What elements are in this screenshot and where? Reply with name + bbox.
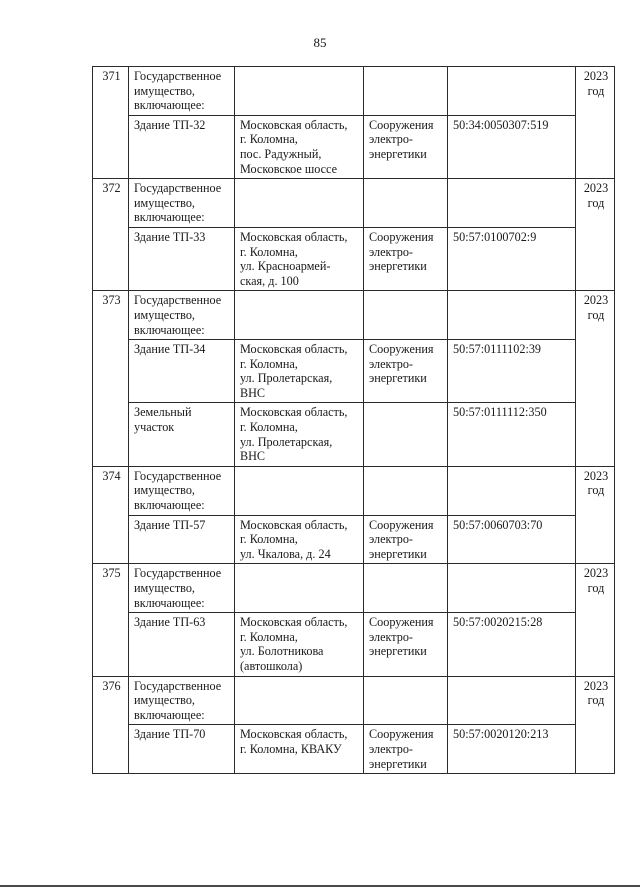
object-type: Сооружения электро- энергетики (369, 727, 434, 771)
object-type: Сооружения электро- энергетики (369, 615, 434, 659)
record-number: 374 (102, 468, 121, 483)
object-name-cell (129, 515, 235, 564)
cadastral-cell (448, 115, 576, 178)
year: 2023 год (583, 468, 609, 498)
type-cell (364, 115, 448, 178)
record-number-cell (93, 466, 129, 564)
property-registry-table (92, 66, 615, 774)
year-cell (576, 179, 615, 291)
table-row (93, 291, 615, 340)
address-cell (235, 67, 364, 116)
page-number: 85 (313, 35, 327, 50)
address-cell (235, 564, 364, 613)
year-cell (576, 564, 615, 676)
group-title: Государственное имущество, включающее: (134, 181, 222, 225)
address-cell (235, 179, 364, 228)
group-title-cell (129, 291, 235, 340)
address-cell (235, 115, 364, 178)
object-name: Здание ТП-63 (134, 615, 206, 630)
table-row (93, 613, 615, 676)
cadastral-cell (448, 725, 576, 774)
year-cell (576, 67, 615, 179)
address-cell (235, 291, 364, 340)
address: Московская область, г. Коломна, ул. Пролетарская, ВНС (240, 342, 348, 400)
address-cell (235, 403, 364, 466)
type-cell (364, 466, 448, 515)
cadastral-cell (448, 676, 576, 725)
record-number-cell (93, 67, 129, 179)
group-title: Государственное имущество, включающее: (134, 69, 222, 113)
object-name-cell (129, 340, 235, 403)
address-cell (235, 227, 364, 290)
group-title-cell (129, 67, 235, 116)
cadastral-number: 50:34:0050307:519 (453, 117, 549, 132)
type-cell (364, 564, 448, 613)
table-row (93, 725, 615, 774)
table-row (93, 515, 615, 564)
object-type: Сооружения электро- энергетики (369, 229, 434, 274)
cadastral-number: 50:57:0100702:9 (453, 229, 537, 244)
table-row (93, 67, 615, 116)
cadastral-cell (448, 515, 576, 564)
record-number-cell (93, 676, 129, 774)
year-cell (576, 291, 615, 467)
year: 2023 год (583, 293, 609, 322)
cadastral-number: 50:57:0111102:39 (453, 342, 542, 357)
cadastral-cell (448, 179, 576, 228)
group-title: Государственное имущество, включающее: (134, 293, 222, 337)
type-cell (364, 340, 448, 403)
group-title-cell (129, 179, 235, 228)
record-number: 375 (102, 566, 121, 581)
cadastral-cell (448, 340, 576, 403)
object-name: Земельный участок (134, 405, 192, 435)
type-cell (364, 179, 448, 228)
object-name-cell (129, 725, 235, 774)
group-title: Государственное имущество, включающее: (134, 566, 222, 610)
group-title-cell (129, 466, 235, 515)
group-title: Государственное имущество, включающее: (134, 468, 222, 513)
year-cell (576, 466, 615, 564)
address: Московская область, г. Коломна, пос. Радужный, Московское шоссе (240, 117, 348, 176)
object-name-cell (129, 613, 235, 676)
record-number-cell (93, 179, 129, 291)
address-cell (235, 466, 364, 515)
address-cell (235, 340, 364, 403)
record-number-cell (93, 564, 129, 676)
cadastral-number: 50:57:0020120:213 (453, 727, 549, 742)
table-row (93, 403, 615, 466)
cadastral-cell (448, 403, 576, 466)
year: 2023 год (583, 566, 609, 595)
object-name-cell (129, 227, 235, 290)
object-name: Здание ТП-33 (134, 229, 206, 244)
cadastral-cell (448, 613, 576, 676)
object-name-cell (129, 115, 235, 178)
year-cell (576, 676, 615, 774)
object-type: Сооружения электро- энергетики (369, 342, 434, 386)
object-type: Сооружения электро- энергетики (369, 117, 434, 161)
object-name: Здание ТП-32 (134, 117, 206, 132)
table-row (93, 340, 615, 403)
address-cell (235, 676, 364, 725)
object-name: Здание ТП-57 (134, 517, 206, 532)
address: Московская область, г. Коломна, ул. Болотникова (автошкола) (240, 615, 348, 673)
table-row (93, 564, 615, 613)
type-cell (364, 403, 448, 466)
address-cell (235, 613, 364, 676)
cadastral-cell (448, 67, 576, 116)
object-name: Здание ТП-34 (134, 342, 206, 357)
registry-body (93, 67, 615, 774)
object-name: Здание ТП-70 (134, 727, 206, 742)
group-title: Государственное имущество, включающее: (134, 678, 222, 722)
cadastral-cell (448, 227, 576, 290)
object-type: Сооружения электро- энергетики (369, 517, 434, 561)
address: Московская область, г. Коломна, КВАКУ (240, 727, 348, 756)
cadastral-number: 50:57:0111112:350 (453, 405, 547, 420)
table-row (93, 227, 615, 290)
type-cell (364, 227, 448, 290)
year: 2023 год (583, 678, 609, 708)
table-row (93, 179, 615, 228)
cadastral-number: 50:57:0020215:28 (453, 615, 543, 630)
record-number: 371 (102, 69, 121, 83)
address-cell (235, 515, 364, 564)
table-row (93, 115, 615, 178)
cadastral-cell (448, 466, 576, 515)
cadastral-cell (448, 291, 576, 340)
year: 2023 год (583, 181, 609, 210)
table-row (93, 466, 615, 515)
group-title-cell (129, 564, 235, 613)
scan-edge-line (0, 885, 640, 887)
type-cell (364, 291, 448, 340)
record-number: 373 (102, 293, 121, 308)
group-title-cell (129, 676, 235, 725)
record-number: 372 (102, 181, 121, 196)
table-row (93, 676, 615, 725)
cadastral-cell (448, 564, 576, 613)
cadastral-number: 50:57:0060703:70 (453, 517, 543, 532)
record-number-cell (93, 291, 129, 467)
address: Московская область, г. Коломна, ул. Чкалова, д. 24 (240, 517, 348, 561)
type-cell (364, 676, 448, 725)
year: 2023 год (583, 69, 609, 98)
object-name-cell (129, 403, 235, 466)
address: Московская область, г. Коломна, ул. Красноармей- ская, д. 100 (240, 229, 348, 288)
address: Московская область, г. Коломна, ул. Пролетарская, ВНС (240, 405, 348, 464)
address-cell (235, 725, 364, 774)
type-cell (364, 725, 448, 774)
record-number: 376 (102, 678, 121, 693)
type-cell (364, 613, 448, 676)
type-cell (364, 67, 448, 116)
type-cell (364, 515, 448, 564)
